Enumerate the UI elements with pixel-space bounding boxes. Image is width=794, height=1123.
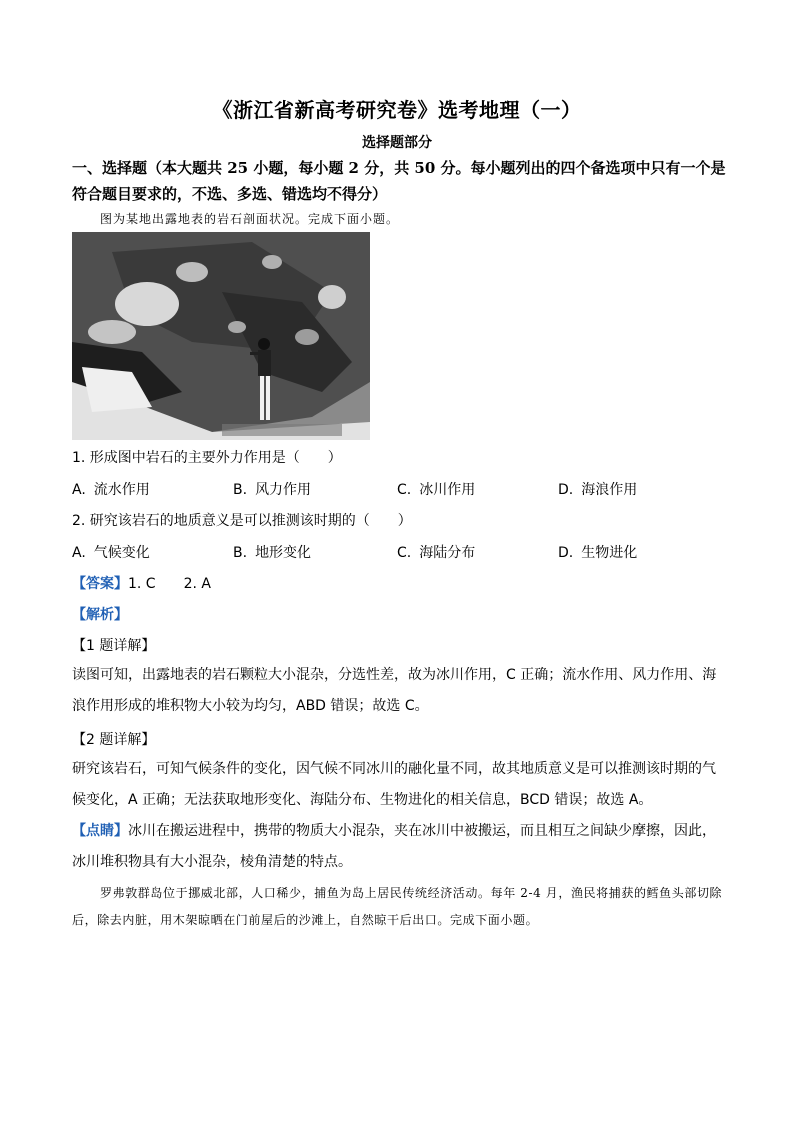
analysis-tag: 【解析】 — [72, 607, 128, 623]
rock-outcrop-photo — [72, 232, 370, 440]
note-tag: 【点睛】 — [72, 823, 128, 839]
question-1-option-c: C. 冰川作用 — [397, 482, 476, 498]
section-subtitle: 选择题部分 — [362, 135, 432, 151]
question-1-option-b: B. 风力作用 — [233, 482, 312, 498]
note-text: 冰川在搬运进程中，携带的物质大小混杂，夹在冰川中被搬运，而且相互之间缺少摩擦，因此，冰川堆积物具有大小混杂，棱角清楚的特点。 — [72, 823, 716, 870]
question-1-option-a: A. 流水作用 — [72, 482, 150, 498]
question-intro: 图为某地出露地表的岩石剖面状况。完成下面小题。 — [100, 212, 400, 226]
answer-line — [72, 573, 211, 593]
question-1-stem: 1. 形成图中岩石的主要外力作用是（ ） — [72, 450, 342, 466]
detail-1-text: 读图可知，出露地表的岩石颗粒大小混杂，分选性差，故为冰川作用，C 正确；流水作用、风力作用、海浪作用形成的堆积物大小较为均匀，ABD 错误；故选 C。 — [72, 667, 717, 714]
detail-2-text: 研究该岩石，可知气候条件的变化，因气候不同冰川的融化量不同，故其地质意义是可以推测该时期的气候变化，A 正确；无法获取地形变化、海陆分布、生物进化的相关信息，BCD 错误；故选 A。 — [72, 761, 716, 808]
answer-text: 1. C 2. A — [128, 576, 211, 592]
question-2-option-b: B. 地形变化 — [233, 545, 312, 561]
detail-2-tag: 【2 题详解】 — [72, 732, 156, 748]
question-2-stem: 2. 研究该岩石的地质意义是可以推测该时期的（ ） — [72, 513, 412, 529]
question-2-option-c: C. 海陆分布 — [397, 545, 476, 561]
page-title: 《浙江省新高考研究卷》选考地理（一） — [212, 98, 582, 122]
question-2-option-a: A. 气候变化 — [72, 545, 150, 561]
section-instructions: 一、选择题（本大题共 25 小题，每小题 2 分，共 50 分。每小题列出的四个备选项中只有一个是符合题目要求的，不选、多选、错选均不得分） — [72, 159, 726, 203]
question-2-option-d: D. 生物进化 — [558, 545, 638, 561]
answer-tag: 【答案】 — [72, 576, 128, 592]
rock-outcrop-illustration — [72, 232, 370, 440]
next-question-intro: 罗弗敦群岛位于挪威北部，人口稀少，捕鱼为岛上居民传统经济活动。每年 2-4 月，渔民将捕获的鳕鱼头部切除后，除去内脏，用木架晾晒在门前屋后的沙滩上，自然晾干后出口。完成下面小题。 — [72, 886, 723, 927]
question-1-option-d: D. 海浪作用 — [558, 482, 638, 498]
analysis-line — [72, 604, 128, 624]
detail-1-tag: 【1 题详解】 — [72, 638, 156, 654]
note-paragraph — [72, 816, 724, 878]
